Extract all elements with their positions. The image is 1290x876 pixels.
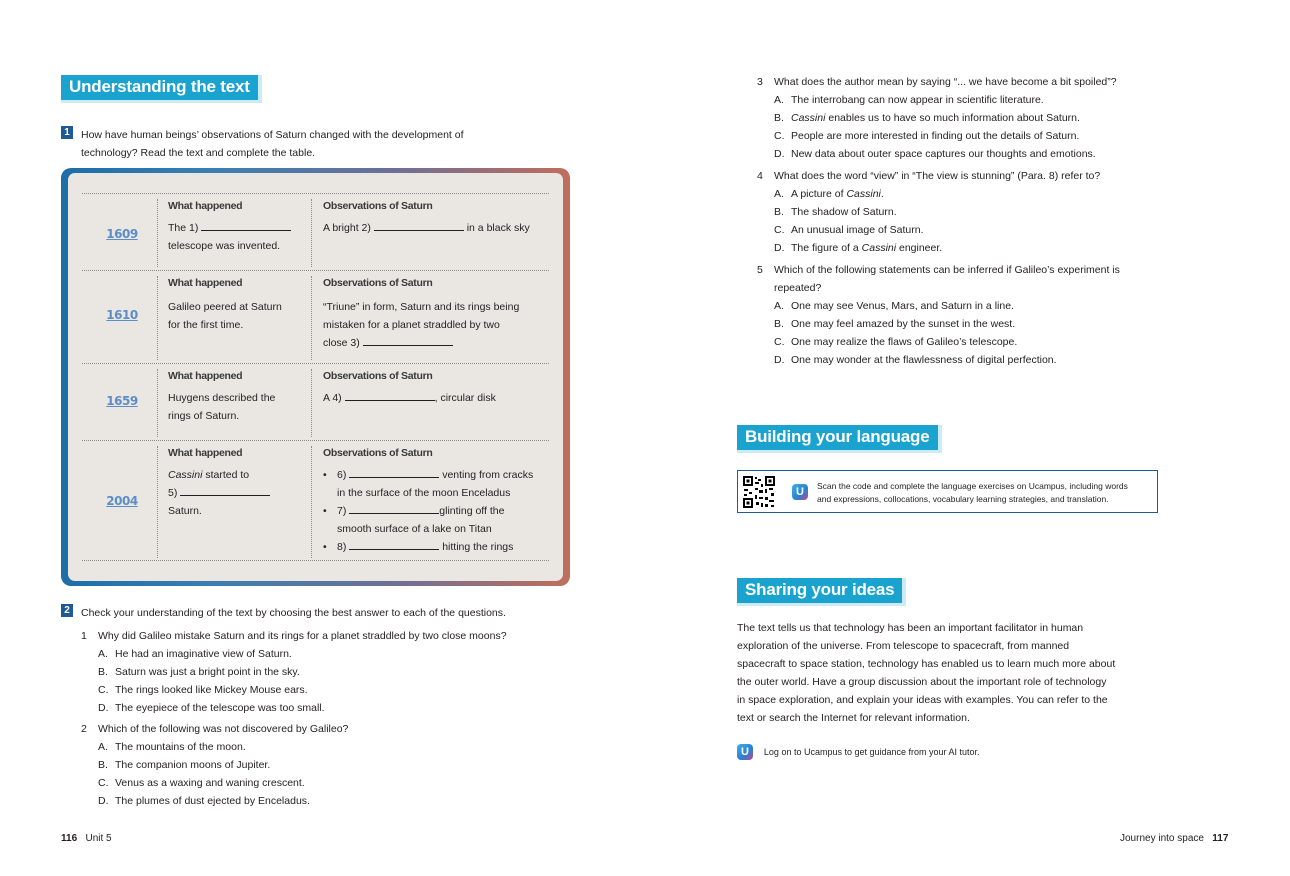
question-2-text: Check your understanding of the text by choosing the best answer to each of the questions.	[81, 607, 506, 619]
year-label: 1610	[106, 308, 138, 322]
sub-question-2: 2 Which of the following was not discovered by Galileo? A. The mountains of the moon. B. The companion moons of Jupiter. C. Venus as a waxing and waning crescent. D. The plumes of dust ejected by Enceladus.	[61, 720, 601, 810]
column-divider	[311, 199, 312, 267]
option-a[interactable]: A. He had an imaginative view of Saturn.	[98, 648, 292, 660]
question-2	[61, 604, 601, 810]
sharing-paragraph: The text tells us that technology has been an important facilitator in human exploration of the universe. From telescope to spacecraft, from manned spacecraft to space station, technology has enabled us to learn much more about the outer world. Have a group discussion about the important role of technology in space exploration, and explain your ideas with examples. You can refer to the text or search the Internet for relevant information.	[737, 622, 1116, 724]
column-divider	[157, 369, 158, 437]
col-head-observations: Observations of Saturn	[323, 370, 433, 382]
question-number: 1	[61, 126, 73, 139]
column-divider	[311, 446, 312, 558]
ucampus-box[interactable]	[737, 470, 1158, 513]
table-row	[82, 270, 549, 363]
column-divider	[157, 446, 158, 558]
option-a[interactable]: A. The mountains of the moon.	[98, 741, 246, 753]
col-head-what-happened: What happened	[168, 447, 243, 459]
option-a[interactable]: A. The interrobang can now appear in scientific literature.	[774, 94, 1044, 106]
option-c[interactable]: C. People are more interested in finding out the details of Saturn.	[774, 130, 1080, 142]
col-head-what-happened: What happened	[168, 370, 243, 382]
answer-blank[interactable]	[180, 486, 270, 496]
answer-blank[interactable]	[349, 540, 439, 550]
sub-question-1: 1 Why did Galileo mistake Saturn and its rings for a planet straddled by two close moons? A. He had an imaginative view of Saturn. B. Saturn was just a bright point in the sky. C. The rings looked like Mickey Mouse ears. D. The eyepiece of the telescope was too small.	[61, 627, 601, 717]
year-label: 1609	[106, 227, 138, 241]
ucampus-icon[interactable]: U	[792, 484, 808, 500]
column-divider	[157, 276, 158, 360]
question-number: 2	[61, 604, 73, 617]
col-head-observations: Observations of Saturn	[323, 200, 433, 212]
col-head-observations: Observations of Saturn	[323, 447, 433, 459]
observation-cell: A 4) , circular disk	[323, 392, 496, 404]
table-row	[82, 363, 549, 440]
year-label: 2004	[106, 494, 138, 508]
table-row	[82, 440, 549, 561]
unit-title: Journey into space	[1120, 833, 1204, 844]
unit-label: Unit 5	[85, 833, 112, 844]
option-b[interactable]: B. The shadow of Saturn.	[774, 206, 897, 218]
ucampus-instructions: Scan the code and complete the language exercises on Ucampus, including words and expressions, collocations, vocabulary learning strategies, and translation.	[817, 481, 1128, 504]
col-head-observations: Observations of Saturn	[323, 277, 433, 289]
option-c[interactable]: C. An unusual image of Saturn.	[774, 224, 924, 236]
answer-blank[interactable]	[201, 221, 291, 231]
ucampus-icon[interactable]: U	[737, 744, 753, 760]
timeline-table-inner	[68, 173, 563, 581]
answer-blank[interactable]	[345, 391, 435, 401]
option-c[interactable]: C. One may realize the flaws of Galileo’s telescope.	[774, 336, 1018, 348]
observation-cell	[323, 466, 558, 556]
footer-left	[61, 833, 112, 844]
section-title-sharing: Sharing your ideas	[737, 578, 906, 606]
answer-blank[interactable]	[374, 221, 464, 231]
option-d[interactable]: D. The plumes of dust ejected by Enceladus.	[98, 795, 310, 807]
question-1	[61, 126, 581, 162]
answer-blank[interactable]	[363, 336, 453, 346]
option-a[interactable]: A. One may see Venus, Mars, and Saturn in a line.	[774, 300, 1014, 312]
sub-question-3: 3 What does the author mean by saying “... we have become a bit spoiled”? A. The interrobang can now appear in scientific literature. B. Cassini enables us to have so much information about Saturn. C. People are more interested in finding out the details of Saturn. D. New data about outer space captures our thoughts and emotions.	[757, 73, 1177, 163]
what-happened-cell: The 1) telescope was invented.	[168, 219, 308, 255]
col-head-what-happened: What happened	[168, 277, 243, 289]
option-d[interactable]: D. New data about outer space captures our thoughts and emotions.	[774, 148, 1096, 160]
page-number: 117	[1212, 833, 1229, 844]
page-number: 116	[61, 833, 78, 844]
what-happened-cell: Huygens described the rings of Saturn.	[168, 392, 276, 422]
option-c[interactable]: C. Venus as a waxing and waning crescent.	[98, 777, 305, 789]
right-questions	[757, 73, 1177, 369]
option-a[interactable]: A. A picture of Cassini.	[774, 188, 884, 200]
list-item: • 6) venting from cracks in the surface of the moon Enceladus	[323, 466, 558, 502]
column-divider	[311, 369, 312, 437]
sub-question-4: 4 What does the word “view” in “The view is stunning” (Para. 8) refer to? A. A picture of Cassini. B. The shadow of Saturn. C. An unusual image of Saturn. D. The figure of a Cassini engineer.	[757, 167, 1177, 257]
question-1-text-line1: How have human beings’ observations of Saturn changed with the development of	[81, 129, 464, 141]
question-1-text-line2: technology? Read the text and complete the table.	[81, 147, 316, 159]
observation-cell: A bright 2) in a black sky	[323, 222, 530, 234]
option-b[interactable]: B. Saturn was just a bright point in the sky.	[98, 666, 300, 678]
list-item: • 7) glinting off the smooth surface of a lake on Titan	[323, 502, 558, 538]
column-divider	[157, 199, 158, 267]
option-b[interactable]: B. Cassini enables us to have so much information about Saturn.	[774, 112, 1080, 124]
qr-code-icon[interactable]	[742, 475, 776, 509]
option-d[interactable]: D. The eyepiece of the telescope was too small.	[98, 702, 325, 714]
list-item: • 8) hitting the rings	[323, 538, 558, 556]
answer-blank[interactable]	[349, 468, 439, 478]
observation-cell: “Triune” in form, Saturn and its rings being mistaken for a planet straddled by two close 3)	[323, 301, 520, 349]
timeline-table	[61, 168, 570, 586]
ai-tutor-link[interactable]: U Log on to Ucampus to get guidance from your AI tutor.	[737, 744, 980, 760]
what-happened-cell: Cassini started to 5) Saturn.	[168, 466, 308, 520]
option-b[interactable]: B. One may feel amazed by the sunset in the west.	[774, 318, 1016, 330]
section-title-building: Building your language	[737, 425, 942, 453]
option-d[interactable]: D. One may wonder at the flawlessness of digital perfection.	[774, 354, 1057, 366]
year-label: 1659	[106, 394, 138, 408]
table-row	[82, 193, 549, 270]
sub-question-5: 5 Which of the following statements can be inferred if Galileo’s experiment is repeated? A. One may see Venus, Mars, and Saturn in a line. B. One may feel amazed by the sunset in the west. C. One may realize the flaws of Galileo’s telescope. D. One may wonder at the flawlessness of digital perfection.	[757, 261, 1177, 369]
section-title-understanding: Understanding the text	[61, 75, 262, 103]
answer-blank[interactable]	[349, 504, 439, 514]
col-head-what-happened: What happened	[168, 200, 243, 212]
option-b[interactable]: B. The companion moons of Jupiter.	[98, 759, 271, 771]
footer-right	[1120, 833, 1228, 844]
what-happened-cell: Galileo peered at Saturn for the first time.	[168, 301, 282, 331]
option-d[interactable]: D. The figure of a Cassini engineer.	[774, 242, 943, 254]
column-divider	[311, 276, 312, 360]
option-c[interactable]: C. The rings looked like Mickey Mouse ears.	[98, 684, 308, 696]
